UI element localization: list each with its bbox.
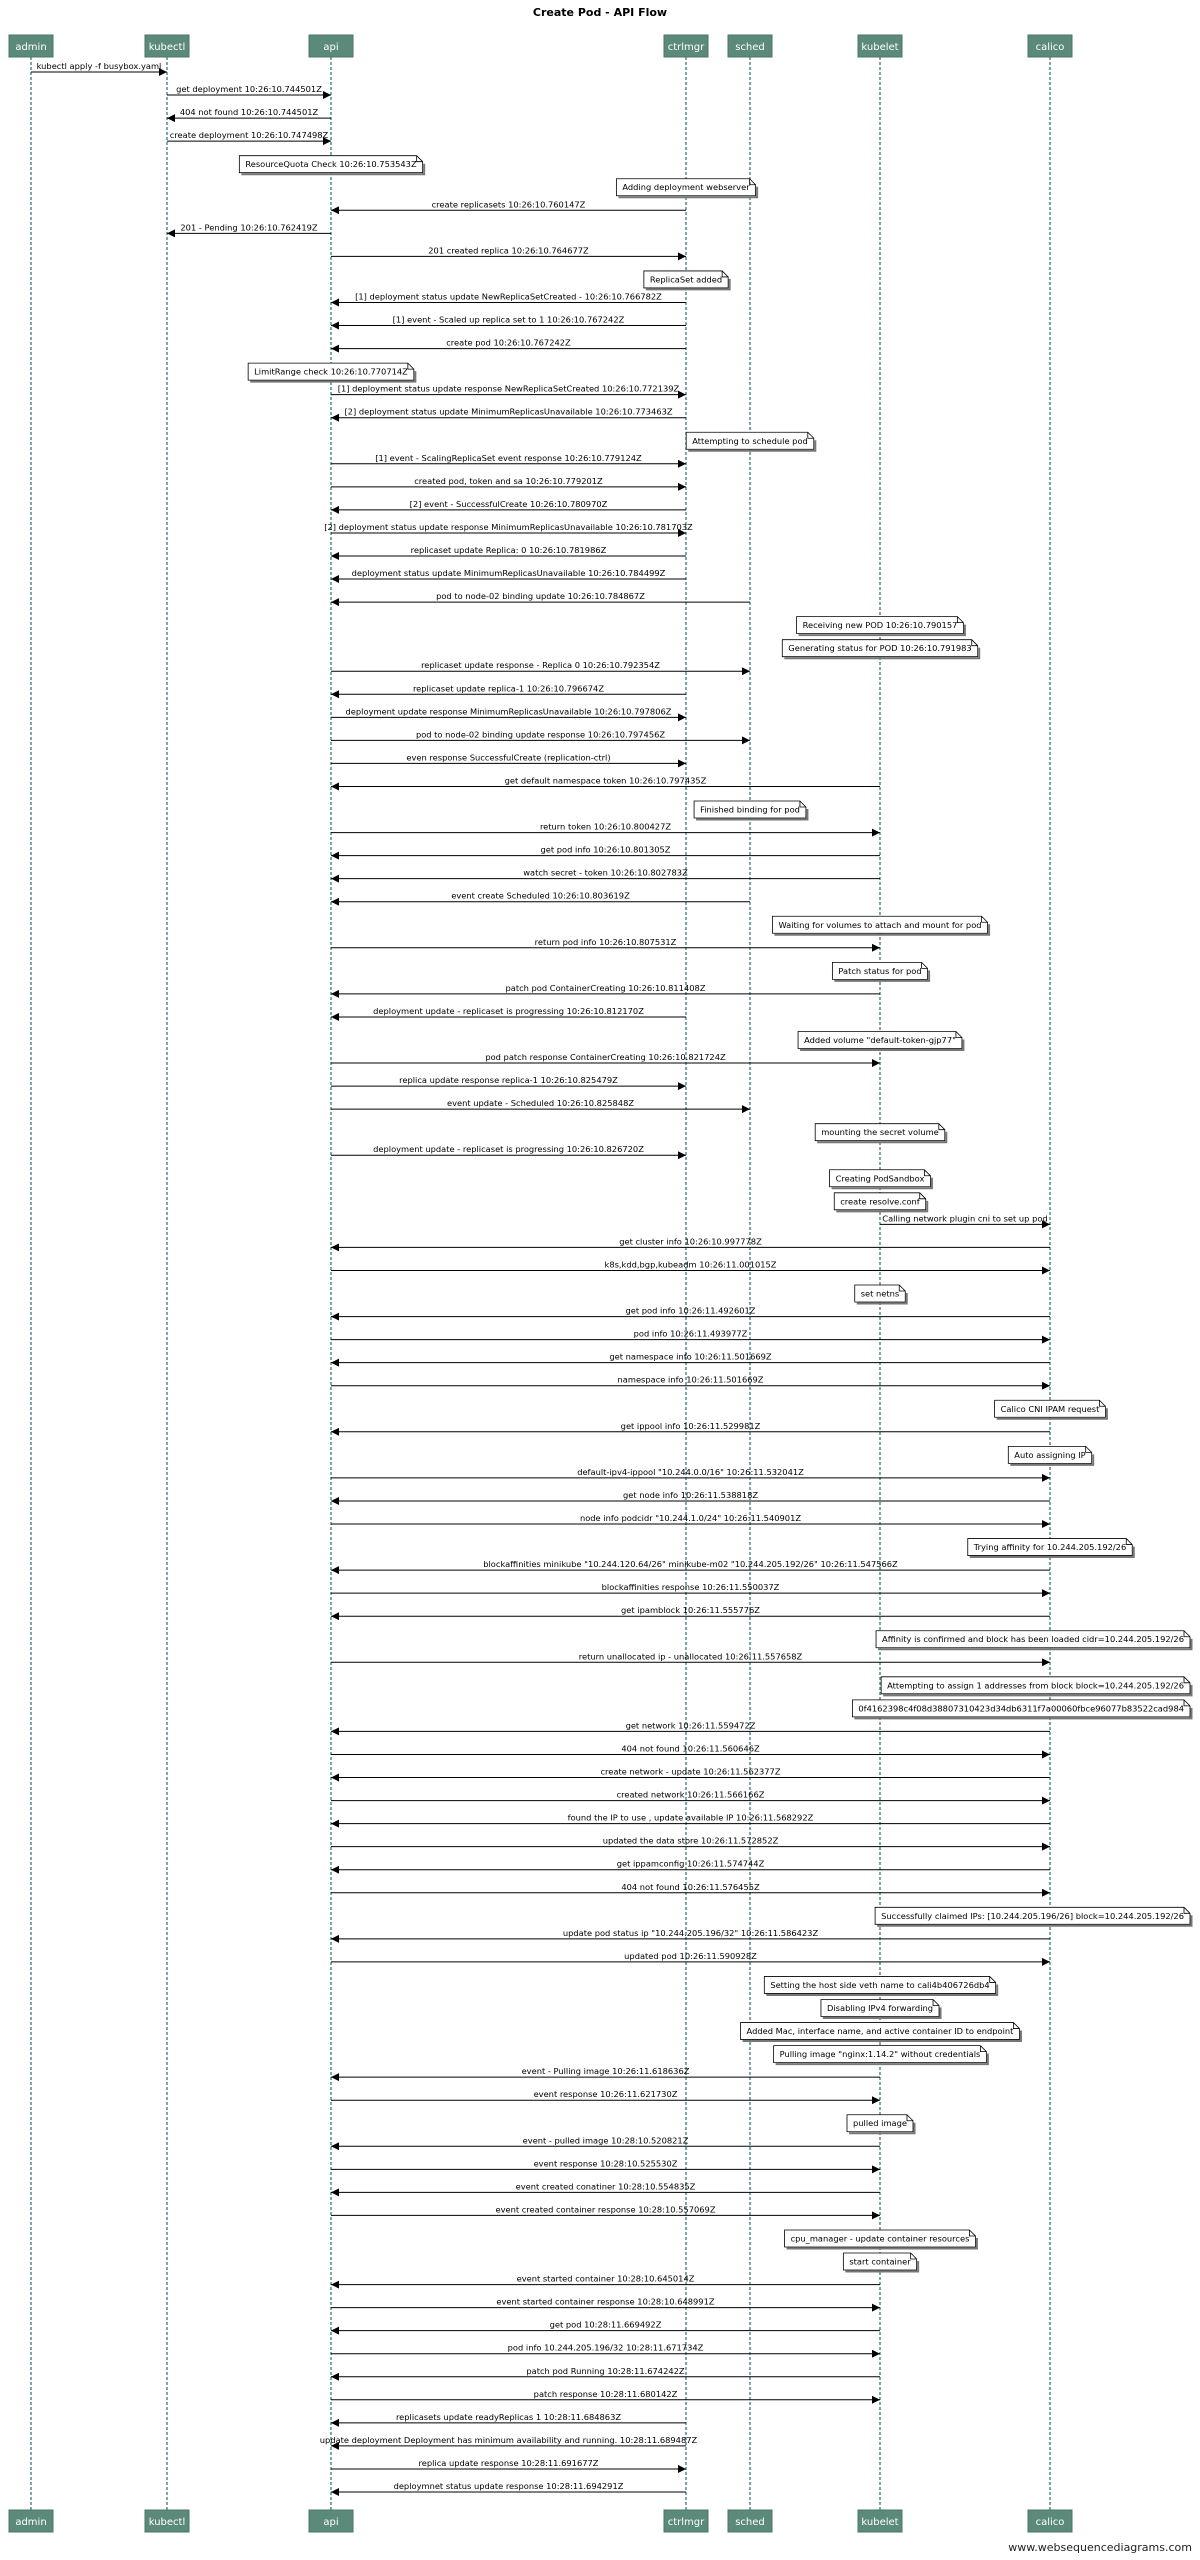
note-label: Waiting for volumes to attach and mount for pod: [778, 919, 982, 930]
participant-sched-bottom: [728, 2510, 772, 2532]
participant-label: admin: [15, 42, 47, 53]
participant-api-top: [309, 35, 353, 57]
note: [830, 1170, 932, 1189]
message-arrow: [331, 453, 686, 464]
message-arrow: [331, 1720, 1050, 1731]
message-arrow: [331, 591, 750, 602]
message-label: get ipamblock 10:26:11.555776Z: [621, 1605, 760, 1616]
message-arrow: [331, 1605, 1050, 1616]
message-label: created pod, token and sa 10:26:10.779201Z: [414, 475, 603, 486]
message-arrow: [331, 891, 750, 902]
message-label: 201 - Pending 10:26:10.762419Z: [180, 222, 318, 233]
participant-admin-bottom: [9, 2510, 53, 2532]
note-label: mounting the secret volume: [821, 1127, 939, 1138]
message-arrow: [331, 1006, 686, 1017]
message-label: patch response 10:28:11.680142Z: [533, 2388, 678, 2399]
message-arrow: [331, 315, 686, 326]
note: [821, 2000, 941, 2019]
message-label: return pod info 10:26:10.807531Z: [534, 936, 677, 947]
note: [248, 363, 415, 382]
message-arrow: [331, 1259, 1050, 1270]
message-arrow: [331, 660, 750, 671]
message-arrow: [167, 84, 331, 95]
message-label: event response 10:28:10.525530Z: [533, 2158, 678, 2169]
message-label: return unallocated ip - unallocated 10:26:11.557658Z: [578, 1651, 803, 1662]
message-arrow: [331, 568, 686, 579]
message-arrow: [331, 2158, 880, 2169]
message-arrow: [320, 2435, 698, 2446]
note: [772, 916, 989, 935]
message-arrow: [331, 1421, 1050, 1432]
message-label: pod info 10:26:11.493977Z: [633, 1328, 748, 1339]
note: [875, 1907, 1191, 1926]
participant-kubectl-bottom: [145, 2510, 189, 2532]
note: [741, 2023, 1021, 2042]
note: [968, 1539, 1134, 1558]
message-label: update pod status ip "10.244.205.196/32" 10:26:11.586423Z: [562, 1927, 819, 1938]
message-label: even response SuccessfulCreate (replication-ctrl): [406, 752, 611, 763]
message-label: get ippamconfig 10:26:11.574744Z: [616, 1858, 765, 1869]
participant-sched-top: [728, 35, 772, 57]
note-label: Generating status for POD 10:26:10.791983: [788, 643, 972, 654]
message-arrow: [167, 107, 331, 118]
message-label: replicaset update Replica: 0 10:26:10.781986Z: [410, 545, 607, 555]
message-arrow: [331, 2181, 880, 2192]
message-arrow: [167, 130, 331, 141]
message-label: k8s,kdd,bgp,kubeadm 10:26:11.001015Z: [604, 1259, 777, 1270]
message-label: 404 not found 10:26:11.560646Z: [621, 1743, 760, 1754]
note-label: LimitRange check 10:26:10.770714Z: [254, 366, 408, 377]
note-label: 0f4162398c4f08d38807310423d34db6311f7a00060fbce96077b83522cad984: [858, 1703, 1184, 1714]
note: [847, 2115, 915, 2134]
note-label: Affinity is confirmed and block has been loaded cidr=10.244.205.192/26: [882, 1634, 1184, 1645]
message-arrow: [331, 476, 686, 487]
message-arrow: [331, 1490, 1050, 1501]
note: [694, 801, 807, 820]
message-arrow: [331, 1144, 686, 1155]
note: [644, 271, 730, 290]
message-arrow: [331, 1928, 1050, 1939]
message-arrow: [331, 1075, 686, 1086]
message-arrow: [331, 499, 686, 510]
participant-kubelet-bottom: [858, 2510, 902, 2532]
message-arrow: [331, 983, 880, 994]
note: [832, 962, 929, 981]
message-arrow: [331, 1651, 1050, 1662]
note-label: create resolve.conf: [840, 1196, 920, 1207]
message-label: get pod info 10:26:11.492601Z: [625, 1305, 756, 1316]
note: [855, 1285, 907, 1304]
note-label: ReplicaSet added: [649, 274, 723, 285]
message-arrow: [331, 706, 686, 717]
message-arrow: [331, 338, 686, 349]
participant-headers-bottom: [9, 2510, 1072, 2532]
message-label: get namespace info 10:26:11.501669Z: [609, 1351, 772, 1362]
note-label: cpu_manager - update container resources: [790, 2233, 970, 2244]
note: [797, 617, 965, 636]
message-arrow: [331, 2412, 686, 2423]
participant-api-bottom: [309, 2510, 353, 2532]
events: [31, 61, 1192, 2492]
note: [881, 1677, 1191, 1696]
message-arrow: [331, 2343, 880, 2354]
message-label: create replicasets 10:26:10.760147Z: [431, 199, 586, 210]
message-arrow: [331, 1352, 1050, 1363]
message-label: event - Pulling image 10:26:11.618636Z: [521, 2066, 690, 2077]
message-arrow: [331, 1513, 1050, 1524]
message-label: replicasets update readyReplicas 1 10:28:11.684863Z: [395, 2411, 622, 2422]
message-arrow: [331, 384, 686, 395]
message-arrow: [331, 407, 686, 418]
participant-label: kubelet: [861, 42, 899, 53]
participant-calico-bottom: [1028, 2510, 1072, 2532]
note: [1008, 1446, 1093, 1465]
message-label: [1] deployment status update response NewReplicaSetCreated 10:26:10.772139Z: [337, 383, 680, 394]
message-arrow: [331, 2066, 880, 2077]
message-label: create deployment 10:26:10.747498Z: [169, 130, 329, 141]
message-label: kubectl apply -f busybox.yaml: [36, 61, 162, 71]
message-arrow: [331, 845, 880, 856]
participant-label: api: [323, 2517, 339, 2528]
message-arrow: [331, 2274, 880, 2285]
message-label: created network 10:26:11.566166Z: [616, 1789, 765, 1800]
message-arrow: [331, 2366, 880, 2377]
message-label: return token 10:26:10.800427Z: [539, 821, 672, 832]
message-arrow: [331, 1306, 1050, 1317]
message-label: updated pod 10:26:11.590928Z: [624, 1950, 757, 1961]
message-label: pod patch response ContainerCreating 10:26:10.821724Z: [485, 1052, 726, 1063]
participant-label: calico: [1035, 42, 1065, 53]
participant-label: sched: [735, 42, 765, 53]
message-arrow: [331, 545, 686, 556]
note: [852, 1700, 1191, 1719]
note: [995, 1400, 1107, 1419]
note: [686, 432, 815, 451]
message-label: get deployment 10:26:10.744501Z: [176, 84, 322, 95]
message-label: replica update response 10:28:11.691677Z: [418, 2457, 599, 2468]
diagram-title: Create Pod - API Flow: [532, 6, 668, 19]
message-label: event update - Scheduled 10:26:10.825848Z: [446, 1098, 635, 1109]
message-label: 201 created replica 10:26:10.764677Z: [428, 245, 589, 256]
note-label: Patch status for pod: [838, 965, 922, 976]
message-label: watch secret - token 10:26:10.802783Z: [523, 867, 688, 878]
message-label: event create Scheduled 10:26:10.803619Z: [451, 890, 630, 901]
message-label: replicaset update replica-1 10:26:10.796674Z: [412, 683, 605, 694]
message-arrow: [331, 2320, 880, 2331]
message-arrow: [331, 752, 686, 763]
message-label: get default namespace token 10:26:10.797435Z: [504, 775, 707, 786]
message-label: get node info 10:26:11.538818Z: [622, 1489, 759, 1500]
message-arrow: [880, 1213, 1050, 1224]
note-label: Added Mac, interface name, and active container ID to endpoint: [746, 2026, 1014, 2037]
note: [798, 1032, 963, 1051]
participant-label: ctrlmgr: [667, 2517, 705, 2528]
message-arrow: [331, 1582, 1050, 1593]
note: [785, 2230, 977, 2249]
message-arrow: [331, 1743, 1050, 1754]
participant-label: kubectl: [148, 2517, 186, 2528]
note: [815, 1124, 946, 1143]
participant-label: calico: [1035, 2517, 1065, 2528]
message-label: replica update response replica-1 10:26:10.825479Z: [399, 1075, 618, 1086]
message-label: event - pulled image 10:28:10.520821Z: [522, 2135, 689, 2146]
message-arrow: [331, 868, 880, 879]
note: [616, 179, 757, 198]
participant-headers-top: [9, 35, 1072, 57]
message-arrow: [331, 1951, 1050, 1962]
note-label: start container: [849, 2256, 911, 2267]
message-label: [1] event - Scaled up replica set to 1 10:26:10.767242Z: [392, 314, 625, 325]
message-label: updated the data store 10:26:11.572852Z: [602, 1835, 779, 1846]
participant-label: kubelet: [861, 2517, 899, 2528]
message-label: get cluster info 10:26:10.997778Z: [619, 1236, 762, 1247]
message-label: patch pod Running 10:28:11.674242Z: [526, 2365, 685, 2376]
note: [876, 1631, 1191, 1650]
message-arrow: [331, 1559, 1050, 1570]
message-label: create pod 10:26:10.767242Z: [446, 337, 571, 348]
message-arrow: [331, 2297, 880, 2308]
message-arrow: [331, 1375, 1050, 1386]
message-arrow: [331, 199, 686, 210]
note-label: Finished binding for pod: [700, 804, 800, 815]
message-label: 404 not found 10:26:11.576455Z: [621, 1881, 760, 1892]
note: [239, 156, 424, 175]
participant-ctrlmgr-bottom: [664, 2510, 708, 2532]
note-label: Disabling IPv4 forwarding: [826, 2003, 934, 2013]
participant-label: ctrlmgr: [667, 42, 705, 53]
message-arrow: [331, 1467, 1050, 1478]
message-arrow: [331, 1052, 880, 1063]
message-label: deploymnet status update response 10:28:11.694291Z: [393, 2481, 624, 2491]
note-label: pulled image: [853, 2118, 907, 2129]
message-label: event started container 10:28:10.645014Z: [516, 2273, 695, 2284]
message-label: get pod info 10:26:10.801305Z: [540, 844, 671, 855]
message-label: Calling network plugin cni to set up pod: [882, 1213, 1048, 1224]
message-label: event started container response 10:28:10.648991Z: [496, 2296, 715, 2307]
note-label: Creating PodSandbox: [835, 1173, 925, 1184]
message-label: event created container response 10:28:10.557069Z: [495, 2204, 716, 2215]
message-label: deployment status update MinimumReplicasUnavailable 10:26:10.784499Z: [351, 568, 666, 579]
message-label: node info podcidr "10.244.1.0/24" 10:26:11.540901Z: [579, 1513, 802, 1523]
message-label: pod to node-02 binding update 10:26:10.784867Z: [436, 591, 645, 602]
note: [764, 1976, 997, 1995]
message-label: 404 not found 10:26:10.744501Z: [179, 107, 319, 118]
note-label: Attempting to schedule pod: [692, 435, 808, 446]
message-arrow: [331, 1859, 1050, 1870]
message-arrow: [331, 1790, 1050, 1801]
note-label: Trying affinity for 10.244.205.192/26: [973, 1542, 1127, 1553]
participant-label: api: [323, 42, 339, 53]
message-arrow: [331, 1329, 1050, 1340]
note-label: Successfully claimed IPs: [10.244.205.196/26] block=10.244.205.192/26: [881, 1910, 1184, 1921]
note: [782, 640, 979, 659]
message-label: namespace info 10:26:11.501669Z: [617, 1374, 764, 1385]
message-label: create network - update 10:26:11.562377Z: [600, 1766, 781, 1777]
message-arrow: [331, 2204, 880, 2215]
note-label: Auto assigning IP: [1014, 1449, 1086, 1460]
message-arrow: [167, 222, 331, 233]
message-arrow: [331, 1098, 750, 1109]
participant-ctrlmgr-top: [664, 35, 708, 57]
note-label: set netns: [860, 1288, 900, 1299]
message-arrow: [331, 291, 686, 302]
participant-label: sched: [735, 2517, 765, 2528]
participant-calico-top: [1028, 35, 1072, 57]
message-arrow: [324, 522, 693, 533]
note: [834, 1193, 927, 1212]
message-label: replicaset update response - Replica 0 10:26:10.792354Z: [421, 660, 660, 671]
message-label: default-ipv4-ippool "10.244.0.0/16" 10:26:11.532041Z: [577, 1466, 804, 1477]
note-label: Pulling image "nginx:1.14.2" without credentials: [779, 2049, 981, 2060]
message-arrow: [331, 245, 686, 256]
message-arrow: [331, 2089, 880, 2100]
message-label: event created conatiner 10:28:10.554835Z: [515, 2181, 696, 2192]
note: [843, 2253, 918, 2272]
message-label: deployment update response MinimumReplicasUnavailable 10:26:10.797806Z: [345, 706, 672, 717]
message-arrow: [331, 1767, 1050, 1778]
message-arrow: [331, 729, 750, 740]
message-label: patch pod ContainerCreating 10:26:10.811408Z: [505, 982, 706, 993]
message-arrow: [331, 1882, 1050, 1893]
message-label: [2] event - SuccessfulCreate 10:26:10.780970Z: [409, 498, 608, 509]
watermark: www.websequencediagrams.com: [1008, 2541, 1192, 2554]
message-arrow: [331, 2135, 880, 2146]
message-arrow: [331, 937, 880, 948]
message-arrow: [331, 775, 880, 786]
message-label: update deployment Deployment has minimum availability and running. 10:28:11.689487Z: [319, 2434, 698, 2445]
message-label: found the IP to use , update available IP 10:26:11.568292Z: [567, 1812, 814, 1823]
message-arrow: [331, 1813, 1050, 1824]
message-label: deployment update - replicaset is progressing 10:26:10.826720Z: [373, 1144, 644, 1155]
message-label: get ippool info 10:26:11.529981Z: [620, 1420, 761, 1431]
note-label: ResourceQuota Check 10:26:10.753543Z: [245, 159, 417, 170]
message-arrow: [331, 2458, 686, 2469]
message-arrow: [331, 683, 686, 694]
note-label: Receiving new POD 10:26:10.790157: [802, 620, 958, 631]
participant-label: kubectl: [148, 42, 186, 53]
message-label: [2] deployment status update MinimumReplicasUnavailable 10:26:10.773463Z: [344, 406, 673, 417]
note-label: Added volume "default-token-gjp77": [804, 1035, 956, 1045]
message-arrow: [331, 2481, 686, 2492]
participant-label: admin: [15, 2517, 47, 2528]
note-label: Setting the host side veth name to cali4b406726db4: [770, 1979, 990, 1990]
message-label: pod to node-02 binding update response 10:26:10.797456Z: [415, 729, 666, 740]
message-arrow: [31, 61, 167, 72]
message-label: [1] event - ScalingReplicaSet event response 10:26:10.779124Z: [375, 452, 642, 463]
participant-admin-top: [9, 35, 53, 57]
message-arrow: [331, 2389, 880, 2400]
note-label: Calico CNI IPAM request: [1000, 1403, 1100, 1414]
message-label: blockaffinities response 10:26:11.550037Z: [601, 1582, 780, 1593]
participant-kubelet-top: [858, 35, 902, 57]
message-label: blockaffinities minikube "10.244.120.64/26" minikube-m02 "10.244.205.192/26" 10:26:11.547566Z: [483, 1559, 898, 1570]
message-label: get network 10:26:11.559472Z: [625, 1720, 756, 1731]
message-label: get pod 10:28:11.669492Z: [549, 2319, 662, 2330]
message-arrow: [331, 822, 880, 833]
message-arrow: [331, 1836, 1050, 1847]
message-label: pod info 10.244.205.196/32 10:28:11.671734Z: [507, 2342, 704, 2353]
message-label: deployment update - replicaset is progressing 10:26:10.812170Z: [373, 1005, 644, 1016]
note-label: Adding deployment webserver: [622, 182, 750, 193]
message-label: [1] deployment status update NewReplicaSetCreated - 10:26:10.766782Z: [355, 291, 662, 302]
note-label: Attempting to assign 1 addresses from block block=10.244.205.192/26: [887, 1680, 1184, 1691]
participant-kubectl-top: [145, 35, 189, 57]
message-label: [2] deployment status update response MinimumReplicasUnavailable 10:26:10.781703Z: [324, 521, 693, 532]
message-label: event response 10:26:11.621730Z: [533, 2089, 678, 2100]
note: [774, 2046, 988, 2065]
message-arrow: [331, 1236, 1050, 1247]
